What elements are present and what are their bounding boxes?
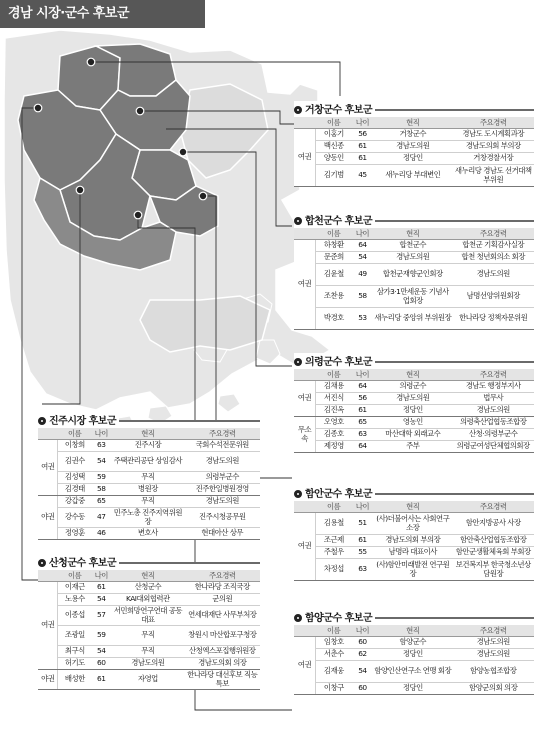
candidate-box-sancheong (38, 558, 260, 690)
age-cell: 46 (91, 528, 111, 540)
candidate-box-hapcheon (294, 216, 534, 330)
career-cell: 의령부군수 (184, 472, 260, 484)
column-header: 주요경력 (184, 570, 260, 582)
party-cell: 여권 (294, 129, 316, 187)
candidate-box-uiryeong (294, 357, 534, 453)
career-cell: 새누리당 경남도 선거대책부위원 (452, 165, 534, 187)
position-cell: 경남도의원 (373, 141, 452, 153)
table-row (294, 441, 534, 453)
position-cell: (사)더불어사는 사회연구소장 (373, 513, 452, 535)
career-cell: 연세대재단 사무부처장 (184, 606, 260, 626)
age-cell: 54 (352, 661, 374, 683)
age-cell: 61 (91, 670, 111, 690)
position-cell: 거창군수 (373, 129, 452, 141)
name-cell: 서춘수 (316, 649, 352, 661)
box-title (294, 101, 375, 116)
age-cell: 54 (352, 252, 374, 264)
name-cell: 이창구 (316, 683, 352, 695)
marker-jinju (34, 104, 42, 112)
bullet-icon (294, 614, 302, 622)
column-header: 이름 (58, 570, 91, 582)
name-cell: 이재근 (58, 582, 91, 594)
bullet-icon (38, 417, 46, 425)
map-land-south (140, 296, 270, 352)
career-cell: 합천 청년회의소 회장 (452, 252, 534, 264)
table-row (38, 528, 260, 540)
header-blank (38, 428, 58, 440)
name-cell: 차정섭 (316, 559, 352, 581)
career-cell: 의령축산업협동조합장 (452, 417, 534, 429)
party-cell: 야권 (38, 496, 58, 540)
party-cell: 야권 (38, 670, 58, 690)
age-cell: 63 (91, 440, 111, 452)
name-cell: 양동인 (316, 153, 352, 165)
marker-geochang (87, 58, 95, 66)
name-cell: 문준희 (316, 252, 352, 264)
name-cell: 정영훈 (58, 528, 91, 540)
position-cell: 변호사 (111, 528, 184, 540)
position-cell: 정당인 (373, 649, 452, 661)
age-cell: 65 (91, 496, 111, 508)
table-row (294, 141, 534, 153)
position-cell: 정당인 (373, 683, 452, 695)
marker-uiryeong (179, 148, 187, 156)
name-cell: 하창환 (316, 240, 352, 252)
column-header: 주요경력 (452, 625, 534, 637)
name-cell: 오영호 (316, 417, 352, 429)
position-cell: 주택관리공단 상임감사 (111, 452, 184, 472)
column-header: 이름 (316, 625, 352, 637)
table-row (294, 153, 534, 165)
name-cell: 조광일 (58, 626, 91, 646)
party-cell: 여권 (294, 513, 316, 581)
position-cell: 함양인산연구소 연맹 회장 (373, 661, 452, 683)
position-cell: 자영업 (111, 670, 184, 690)
table-row (38, 626, 260, 646)
position-cell: 무직 (111, 496, 184, 508)
name-cell: 김윤철 (316, 264, 352, 286)
table-row (294, 264, 534, 286)
age-cell: 58 (352, 286, 374, 308)
age-cell: 58 (91, 484, 111, 496)
party-cell: 무소속 (294, 417, 316, 453)
position-cell: 경남도의회 부의장 (373, 535, 452, 547)
name-cell: 김권수 (58, 452, 91, 472)
age-cell: 63 (352, 429, 374, 441)
name-cell: 제정영 (316, 441, 352, 453)
career-cell: 합천군 기획감사실장 (452, 240, 534, 252)
career-cell: 법무사 (452, 393, 534, 405)
column-header: 현직 (373, 625, 452, 637)
position-cell: 산청군수 (111, 582, 184, 594)
position-cell: 정당인 (373, 405, 452, 417)
career-cell: 함양농협조합장 (452, 661, 534, 683)
position-cell: 삼가3·1만세운동 기념사업회장 (373, 286, 452, 308)
name-cell: 김채용 (316, 381, 352, 393)
table-row (294, 559, 534, 581)
career-cell: 함안지방공사 사장 (452, 513, 534, 535)
table-row (38, 508, 260, 528)
column-header: 나이 (352, 369, 374, 381)
age-cell: 62 (352, 649, 374, 661)
name-cell: 김진옥 (316, 405, 352, 417)
career-cell: 한나라당 조직국장 (184, 582, 260, 594)
table-row (38, 646, 260, 658)
table-row (38, 452, 260, 472)
name-cell: 김성택 (58, 472, 91, 484)
career-cell: 현대아산 상무 (184, 528, 260, 540)
career-cell: 경남도의원 (184, 452, 260, 472)
table-row (294, 129, 534, 141)
age-cell: 54 (91, 452, 111, 472)
table-row (294, 240, 534, 252)
age-cell: 61 (352, 153, 374, 165)
candidate-table (294, 369, 534, 453)
name-cell: 이창희 (58, 440, 91, 452)
table-row (38, 606, 260, 626)
name-cell: 김용철 (316, 513, 352, 535)
position-cell: (사)함안미래발전 연구원장 (373, 559, 452, 581)
career-cell: 경남도의원 (452, 405, 534, 417)
table-row (294, 286, 534, 308)
page-title: 경남 시장·군수 후보군 (0, 0, 205, 28)
position-cell: 남명라 대표이사 (373, 547, 452, 559)
column-header: 현직 (373, 117, 452, 129)
box-title (38, 554, 119, 569)
name-cell: 임창호 (316, 637, 352, 649)
column-header: 이름 (316, 369, 352, 381)
column-header: 현직 (111, 570, 184, 582)
table-row (294, 661, 534, 683)
box-title-text: 합천군수 후보군 (305, 216, 373, 227)
table-row (38, 440, 260, 452)
candidate-table (38, 428, 260, 540)
position-cell: 새누리당 부대변인 (373, 165, 452, 187)
party-cell: 여권 (294, 637, 316, 695)
column-header: 나이 (352, 228, 374, 240)
bullet-icon (38, 559, 46, 567)
table-row (294, 683, 534, 695)
column-header: 이름 (58, 428, 91, 440)
name-cell: 주철우 (316, 547, 352, 559)
candidate-box-haman (294, 489, 534, 581)
column-header: 주요경력 (452, 501, 534, 513)
age-cell: 51 (352, 513, 374, 535)
header-blank (294, 501, 316, 513)
column-header: 나이 (91, 570, 111, 582)
box-title (294, 212, 375, 227)
position-cell: 의령군수 (373, 381, 452, 393)
candidate-box-hamyang (294, 613, 534, 695)
table-row (294, 637, 534, 649)
career-cell: 산청·의령부군수 (452, 429, 534, 441)
marker-hapcheon (136, 107, 144, 115)
table-row (294, 429, 534, 441)
position-cell: 서민희망연구연대 공동대표 (111, 606, 184, 626)
column-header: 현직 (111, 428, 184, 440)
header-blank (294, 625, 316, 637)
name-cell: 조찬용 (316, 286, 352, 308)
age-cell: 63 (352, 559, 374, 581)
header-blank (294, 117, 316, 129)
column-header: 주요경력 (452, 228, 534, 240)
name-cell: 강수동 (58, 508, 91, 528)
table-row (38, 582, 260, 594)
career-cell: 경남도의원 (452, 637, 534, 649)
age-cell: 54 (91, 594, 111, 606)
candidate-table (294, 625, 534, 695)
age-cell: 65 (352, 417, 374, 429)
table-row (294, 535, 534, 547)
party-cell: 여권 (38, 440, 58, 496)
age-cell: 61 (91, 582, 111, 594)
table-row (294, 405, 534, 417)
career-cell: 한나라당 정책자문위원 (452, 308, 534, 330)
column-header: 이름 (316, 501, 352, 513)
column-header: 나이 (352, 117, 374, 129)
party-cell: 여권 (294, 240, 316, 330)
column-header: 주요경력 (452, 117, 534, 129)
age-cell: 56 (352, 129, 374, 141)
age-cell: 57 (91, 606, 111, 626)
age-cell: 60 (352, 637, 374, 649)
box-title (294, 609, 375, 624)
candidate-table (294, 501, 534, 581)
age-cell: 55 (352, 547, 374, 559)
position-cell: 합천군수 (373, 240, 452, 252)
position-cell: 합천군재향군인회장 (373, 264, 452, 286)
table-row (294, 165, 534, 187)
age-cell: 64 (352, 441, 374, 453)
age-cell: 59 (91, 626, 111, 646)
column-header: 주요경력 (184, 428, 260, 440)
name-cell: 김종호 (316, 429, 352, 441)
position-cell: 진주시장 (111, 440, 184, 452)
bullet-icon (294, 490, 302, 498)
career-cell: 진주시청공무원 (184, 508, 260, 528)
header-blank (294, 369, 316, 381)
career-cell: 경남도의회 의장 (184, 658, 260, 670)
table-row (294, 252, 534, 264)
table-row (38, 496, 260, 508)
career-cell: 진주한일병원경영 (184, 484, 260, 496)
career-cell: 군의원 (184, 594, 260, 606)
name-cell: 이종섭 (58, 606, 91, 626)
map-island (218, 394, 240, 412)
age-cell: 45 (352, 165, 374, 187)
age-cell: 64 (352, 381, 374, 393)
career-cell: 경남도 도시계획과장 (452, 129, 534, 141)
table-row (294, 547, 534, 559)
position-cell: 새누리당 중앙위 부위원장 (373, 308, 452, 330)
name-cell: 최구식 (58, 646, 91, 658)
candidate-box-jinju (38, 416, 260, 540)
column-header: 이름 (316, 228, 352, 240)
age-cell: 53 (352, 308, 374, 330)
party-cell: 여권 (38, 582, 58, 670)
name-cell: 김경태 (58, 484, 91, 496)
age-cell: 61 (352, 405, 374, 417)
box-title-text: 함안군수 후보군 (305, 489, 373, 500)
table-row (294, 381, 534, 393)
name-cell: 김기범 (316, 165, 352, 187)
table-row (294, 308, 534, 330)
position-cell: 함양군수 (373, 637, 452, 649)
position-cell: 무직 (111, 646, 184, 658)
column-header: 현직 (373, 501, 452, 513)
career-cell: 경남도 행정부지사 (452, 381, 534, 393)
position-cell: 무직 (111, 472, 184, 484)
table-row (38, 658, 260, 670)
age-cell: 60 (352, 683, 374, 695)
name-cell: 김재웅 (316, 661, 352, 683)
position-cell: 정당인 (373, 153, 452, 165)
career-cell: 함안군생활체육회 부회장 (452, 547, 534, 559)
header-blank (38, 570, 58, 582)
column-header: 나이 (91, 428, 111, 440)
age-cell: 64 (352, 240, 374, 252)
career-cell: 한나라당 대선후보 직능특보 (184, 670, 260, 690)
table-row (294, 417, 534, 429)
box-title-text: 의령군수 후보군 (305, 357, 373, 368)
table-row (38, 484, 260, 496)
position-cell: KAI대외협력관 (111, 594, 184, 606)
career-cell: 경남도의원 (184, 496, 260, 508)
career-cell: 함양군의회 의장 (452, 683, 534, 695)
position-cell: 민주노총 진주지역위원장 (111, 508, 184, 528)
header-blank (294, 228, 316, 240)
column-header: 나이 (352, 501, 374, 513)
position-cell: 마산대학 외래교수 (373, 429, 452, 441)
age-cell: 56 (352, 393, 374, 405)
position-cell: 병원장 (111, 484, 184, 496)
marker-hamyang (134, 211, 142, 219)
position-cell: 영농인 (373, 417, 452, 429)
box-title-text: 산청군수 후보군 (49, 558, 117, 569)
party-cell: 여권 (294, 381, 316, 417)
age-cell: 61 (352, 535, 374, 547)
bullet-icon (294, 106, 302, 114)
column-header: 현직 (373, 228, 452, 240)
position-cell: 주부 (373, 441, 452, 453)
name-cell: 허기도 (58, 658, 91, 670)
age-cell: 59 (91, 472, 111, 484)
career-cell: 경남도의원 (452, 264, 534, 286)
name-cell: 노용수 (58, 594, 91, 606)
box-title (294, 485, 375, 500)
name-cell: 서진식 (316, 393, 352, 405)
career-cell: 함안축산업협동조합장 (452, 535, 534, 547)
candidate-table (38, 570, 260, 690)
table-row (38, 472, 260, 484)
table-row (38, 594, 260, 606)
bullet-icon (294, 217, 302, 225)
column-header: 주요경력 (452, 369, 534, 381)
career-cell: 의령군여성단체협의회장 (452, 441, 534, 453)
age-cell: 49 (352, 264, 374, 286)
career-cell: 보건복지부 한국청소년상담원장 (452, 559, 534, 581)
age-cell: 61 (352, 141, 374, 153)
position-cell: 경남도의원 (373, 252, 452, 264)
age-cell: 47 (91, 508, 111, 528)
column-header: 현직 (373, 369, 452, 381)
box-title (38, 412, 119, 427)
marker-sancheong (76, 186, 84, 194)
table-row (294, 393, 534, 405)
marker-haman (199, 192, 207, 200)
name-cell: 이홍기 (316, 129, 352, 141)
career-cell: 창원시 마산합포구청장 (184, 626, 260, 646)
career-cell: 남명선양위원회장 (452, 286, 534, 308)
career-cell: 경남도의회 부의장 (452, 141, 534, 153)
box-title-text: 함양군수 후보군 (305, 613, 373, 624)
name-cell: 배성한 (58, 670, 91, 690)
career-cell: 거창경찰서장 (452, 153, 534, 165)
name-cell: 강갑중 (58, 496, 91, 508)
name-cell: 백신종 (316, 141, 352, 153)
bullet-icon (294, 358, 302, 366)
box-title (294, 353, 375, 368)
candidate-table (294, 117, 534, 187)
table-row (294, 513, 534, 535)
position-cell: 무직 (111, 626, 184, 646)
box-title-text: 거창군수 후보군 (305, 105, 373, 116)
table-row (38, 670, 260, 690)
box-title-text: 진주시장 후보군 (49, 416, 117, 427)
candidate-table (294, 228, 534, 330)
age-cell: 54 (91, 646, 111, 658)
career-cell: 산청엑스포집행위원장 (184, 646, 260, 658)
age-cell: 60 (91, 658, 111, 670)
position-cell: 경남도의원 (111, 658, 184, 670)
position-cell: 경남도의원 (373, 393, 452, 405)
name-cell: 조근제 (316, 535, 352, 547)
career-cell: 국회수석전문위원 (184, 440, 260, 452)
column-header: 이름 (316, 117, 352, 129)
name-cell: 박경호 (316, 308, 352, 330)
table-row (294, 649, 534, 661)
career-cell: 경남도의원 (452, 649, 534, 661)
candidate-box-geochang (294, 105, 534, 187)
column-header: 나이 (352, 625, 374, 637)
